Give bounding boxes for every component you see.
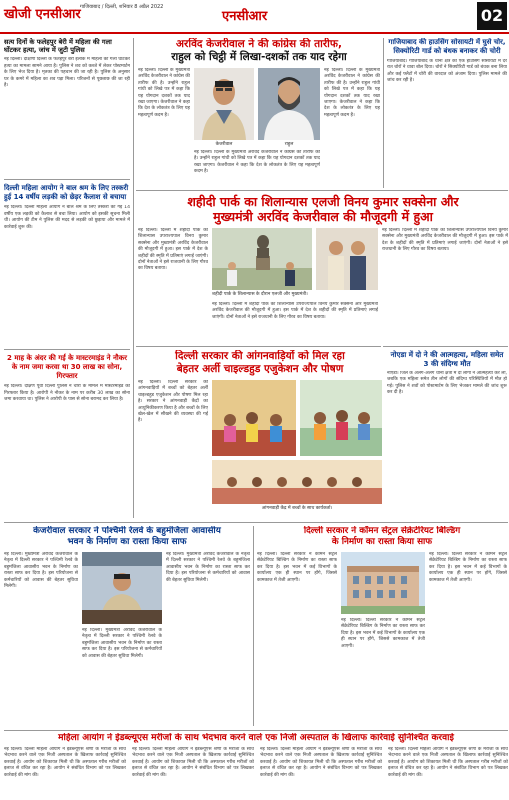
left-story-3-headline: 2 माह के अंदर की गई के मास्टरमाइंड ने नौकर के नाम जमा करवा था 30 लाख का सोना, गिरफ्तार <box>7 354 127 381</box>
railway-headline-1: केजरीवाल सरकार ने पश्चिमी रेलवे के बहुमंजिला आवासीय <box>33 526 221 536</box>
anganwadi-class-image <box>300 380 382 456</box>
railway-story <box>4 526 250 728</box>
rahul-portrait-image <box>258 68 320 140</box>
statue-ceremony-image <box>212 228 312 290</box>
secretariat-headline-1: दिल्ली सरकार ने कॉमन सेंट्रल सेक्रेटेरियट बिल्डिंग <box>303 526 461 536</box>
ews-body-4: नई दिल्ली। दिल्ली महिला आयोग ने ईडब्ल्यूएस श्रेणी के मरीजों के साथ भेदभाव करने वाले एक निजी अस्पताल के खिलाफ कार्रवाई सुनिश्चित करवाई है। आयोग को शिकायत मिली थी कि अस्पताल गरीब मरीजों को इलाज से वंचित कर रहा है। आयोग ने संबंधित विभाग को पत्र लिखकर कार्रवाई की मांग की। <box>388 747 508 778</box>
ews-headline: महिला आयोग ने ईडब्ल्यूएस मरीजों के साथ भेदभाव करने वाले एक निजी अस्पताल के खिलाफ कार्रवाई सुनिश्चित करवाई <box>58 733 454 743</box>
shaheedi-photo-statue <box>212 228 312 290</box>
noida-story <box>387 350 507 518</box>
column-divider <box>253 526 254 726</box>
shaheedi-photo-caption: शहीदी पार्क के शिलान्यास के दौरान एलजी और मुख्यमंत्री। <box>212 292 308 297</box>
left-story-2-headline: दिल्ली महिला आयोग ने बाल श्रम के लिए तस्करी हुई 14 वर्षीय लड़की को छेड़र कैलाश से बचाया <box>4 184 129 202</box>
shaheedi-photo-leaders <box>316 228 378 290</box>
secretariat-photo <box>341 552 425 614</box>
ews-hospital-story <box>4 733 508 799</box>
kejriwal-portrait-image <box>194 68 254 140</box>
railway-body-3: नई दिल्ली। मुख्यमंत्री अरविंद केजरीवाल के नेतृत्व में दिल्ली सरकार ने पश्चिमी रेलवे के बहुमंजिला आवासीय भवन के निर्माण का रास्ता साफ कर दिया है। इस परियोजना से कर्मचारियों को आवास की बेहतर सुविधा मिलेगी। <box>82 628 162 659</box>
ews-body-3: नई दिल्ली। दिल्ली महिला आयोग ने ईडब्ल्यूएस श्रेणी के मरीजों के साथ भेदभाव करने वाले एक निजी अस्पताल के खिलाफ कार्रवाई सुनिश्चित करवाई है। आयोग को शिकायत मिली थी कि अस्पताल गरीब मरीजों को इलाज से वंचित कर रहा है। आयोग ने संबंधित विभाग को पत्र लिखकर कार्रवाई की मांग की। <box>260 747 382 778</box>
railway-body-1: नई दिल्ली। मुख्यमंत्री अरविंद केजरीवाल के नेतृत्व में दिल्ली सरकार ने पश्चिमी रेलवे के बहुमंजिला आवासीय भवन के निर्माण का रास्ता साफ कर दिया है। इस परियोजना से कर्मचारियों को आवास की बेहतर सुविधा मिलेगी। <box>4 552 78 590</box>
anganwadi-caption: आंगनवाड़ी केंद्र में बच्चों के साथ कार्यकर्ता। <box>261 506 333 511</box>
anganwadi-children-image <box>212 380 296 456</box>
kejriwal-body-left: नई दिल्ली। दिल्ली के मुख्यमंत्री अरविंद केजरीवाल ने कांग्रेस की तारीफ की है। उन्होंने राहुल गांधी को लिखे पत्र में कहा कि यह योगदान दशकों तक याद रखा जाएगा। केजरीवाल ने कहा कि देश के लोकतंत्र के लिए यह महत्वपूर्ण कदम है। <box>138 68 190 118</box>
shaheedi-body-1: नई दिल्ली। दिल्ली में शहीदी पार्क का शिलान्यास उपराज्यपाल विनय कुमार सक्सेना और मुख्यमंत्री अरविंद केजरीवाल की मौजूदगी में हुआ। इस पार्क में देश के शहीदों की स्मृति में प्रतिमाएं लगाई जाएंगी। दोनों नेताओं ने इसे राजधानी के लिए गौरव का विषय बताया। <box>138 228 208 272</box>
brand-logo: खोजी एनसीआर <box>4 7 81 22</box>
ews-body-1: नई दिल्ली। दिल्ली महिला आयोग ने ईडब्ल्यूएस श्रेणी के मरीजों के साथ भेदभाव करने वाले एक निजी अस्पताल के खिलाफ कार्रवाई सुनिश्चित करवाई है। आयोग को शिकायत मिली थी कि अस्पताल गरीब मरीजों को इलाज से वंचित कर रहा है। आयोग ने संबंधित विभाग को पत्र लिखकर कार्रवाई की मांग की। <box>4 747 126 778</box>
kejriwal-congress-story <box>138 38 380 188</box>
divider <box>4 349 130 350</box>
kejriwal-photo <box>194 68 254 140</box>
left-story-1 <box>4 38 130 175</box>
kejriwal-office-image <box>82 552 162 624</box>
anganwadi-story <box>138 350 382 520</box>
left-story-3-body: नई दिल्ली। दक्षिण पूर्वी दिल्ली पुलिस ने चोरी के मामले में मास्टरमाइंड को गिरफ्तार किया है। आरोपी ने नौकर के नाम पर करीब 30 लाख का सोना जमा करवाया था। पुलिस ने आरोपी के पास से सोना बरामद कर लिया है। <box>4 384 130 403</box>
divider <box>4 522 508 523</box>
anganwadi-body-1: नई दिल्ली। दिल्ली सरकार की आंगनवाड़ियों में बच्चों को बेहतर अर्ली चाइल्डहुड एजुकेशन और पोषण मिल रहा है। सरकार ने आंगनवाड़ी केंद्रों का आधुनिकीकरण किया है और बच्चों के लिए खेल-खेल में सीखने की व्यवस्था की गई है। <box>138 380 208 424</box>
left-story-1-headline: सत्य दिनों के फलेहपुर बेरी में महिला की गला घोंटकर हत्या, जांच में जुटी पुलिस <box>4 38 112 55</box>
shaheedi-headline-2: मुख्यमंत्री अरविंद केजरीवाल की मौजूदगी में हुआ <box>213 209 433 224</box>
noida-body: नोएडा। जिले के अलग-अलग थाना क्षेत्रों में दो लोगों ने आत्महत्या कर ली, जबकि एक महिला समेत तीन लोगों की संदिग्ध परिस्थितियों में मौत हो गई। पुलिस ने शवों को पोस्टमार्टम के लिए भेजकर मामले की जांच शुरू कर दी है। <box>387 371 507 396</box>
section-title: एनसीआर <box>222 9 268 24</box>
railway-body-2: नई दिल्ली। मुख्यमंत्री अरविंद केजरीवाल के नेतृत्व में दिल्ली सरकार ने पश्चिमी रेलवे के बहुमंजिला आवासीय भवन के निर्माण का रास्ता साफ कर दिया है। इस परियोजना से कर्मचारियों को आवास की बेहतर सुविधा मिलेगी। <box>166 552 250 583</box>
kejriwal-caption: केजरीवाल <box>215 142 233 147</box>
left-story-2-body: नई दिल्ली। दिल्ली महिला आयोग ने बाल श्रम के लिए तस्करी की गई 14 वर्षीय एक लड़की को कैलाश से बचा लिया। आयोग को इसकी सूचना मिली थी। आयोग की टीम ने पुलिस की मदद से लड़की को छुड़ाया और मामले में कार्रवाई शुरू की। <box>4 205 130 230</box>
railway-headline-2: भवन के निर्माण का रास्ता किया साफ <box>67 537 187 547</box>
secretariat-body-3: नई दिल्ली। दिल्ली सरकार ने कॉमन सेंट्रल सेक्रेटेरियट बिल्डिंग के निर्माण का रास्ता साफ कर दिया है। इस भवन में कई विभागों के कार्यालय एक ही स्थान पर होंगे, जिससे कामकाज में तेजी आएगी। <box>341 618 425 649</box>
ews-body-2: नई दिल्ली। दिल्ली महिला आयोग ने ईडब्ल्यूएस श्रेणी के मरीजों के साथ भेदभाव करने वाले एक निजी अस्पताल के खिलाफ कार्रवाई सुनिश्चित करवाई है। आयोग को शिकायत मिली थी कि अस्पताल गरीब मरीजों को इलाज से वंचित कर रहा है। आयोग ने संबंधित विभाग को पत्र लिखकर कार्रवाई की मांग की। <box>132 747 254 778</box>
left-story-3 <box>4 354 130 494</box>
kejriwal-body-right: नई दिल्ली। दिल्ली के मुख्यमंत्री अरविंद केजरीवाल ने कांग्रेस की तारीफ की है। उन्होंने राहुल गांधी को लिखे पत्र में कहा कि यह योगदान दशकों तक याद रखा जाएगा। केजरीवाल ने कहा कि देश के लोकतंत्र के लिए यह महत्वपूर्ण कदम है। <box>324 68 380 118</box>
left-column <box>4 38 130 520</box>
anganwadi-photo-2 <box>300 380 382 456</box>
column-divider <box>133 38 134 518</box>
secretariat-headline-2: के निर्माण का रास्ता किया साफ <box>331 537 433 547</box>
kejriwal-headline-1: अरविंद केजरीवाल ने की कांग्रेस की तारीफ, <box>176 38 342 50</box>
leaders-image <box>316 228 378 290</box>
secretariat-story <box>257 526 507 728</box>
masthead <box>0 0 509 34</box>
anganwadi-photo-3 <box>212 460 382 504</box>
divider <box>383 346 508 347</box>
anganwadi-headline-2: बेहतर अर्ली चाइल्डहुड एजुकेशन और पोषण <box>176 363 344 375</box>
shaheedi-park-story <box>138 194 508 344</box>
divider <box>4 179 130 180</box>
shaheedi-body-3: नई दिल्ली। दिल्ली में शहीदी पार्क का शिलान्यास उपराज्यपाल विनय कुमार सक्सेना और मुख्यमंत्री अरविंद केजरीवाल की मौजूदगी में हुआ। इस पार्क में देश के शहीदों की स्मृति में प्रतिमाएं लगाई जाएंगी। दोनों नेताओं ने इसे राजधानी के लिए गौरव का विषय बताया। <box>212 302 378 320</box>
kejriwal-headline-2: राहुल को चिट्ठी में लिखा-दशकों तक याद रहेगा <box>171 51 347 63</box>
date-line: गाजियाबाद / दिल्ली, शनिवार 8 अप्रैल 2022 <box>80 4 164 10</box>
left-story-1-body: नई दिल्ली। दक्षिणी दिल्ली के फतेहपुर बेरी इलाके में महिला की गला घोंटकर हत्या का मामला सामने आया है। पुलिस ने शव को कब्जे में लेकर पोस्टमार्टम के लिए भेज दिया है। मृतका की पहचान की जा रही है। पुलिस के अनुसार घर के कमरे में महिला का शव पड़ा मिला। परिजनों से पूछताछ की जा रही है। <box>4 57 130 89</box>
ews-columns <box>4 747 508 797</box>
page-number: 02 <box>477 2 507 30</box>
left-story-2 <box>4 184 130 345</box>
secretariat-building-image <box>341 552 425 614</box>
ghaziabad-theft-story <box>387 38 507 188</box>
anganwadi-photo-1 <box>212 380 296 456</box>
rahul-photo <box>258 68 320 140</box>
ghaziabad-body: गाजियाबाद। गाजियाबाद के थाना क्षेत्र की एक हाउसिंग सोसायटी में देर रात चोरों ने धावा बोल दिया। चोरों ने सिक्योरिटी गार्ड को बंधक बना लिया और कई फ्लैटों में चोरी की वारदात को अंजाम दिया। पुलिस मामले की जांच कर रही है। <box>387 59 507 84</box>
noida-headline: नोएडा में दो ने की आत्महत्या, महिला समेत 3 की संदिग्ध मौत <box>390 350 504 368</box>
railway-photo <box>82 552 162 624</box>
divider <box>136 346 381 347</box>
divider <box>136 190 508 191</box>
ghaziabad-headline: गाजियाबाद की हाउसिंग सोसायटी में घुसे चोर, सिक्योरिटी गार्ड को बंधक बनाकर की चोरी <box>388 38 506 55</box>
divider <box>4 730 508 731</box>
secretariat-body-1: नई दिल्ली। दिल्ली सरकार ने कॉमन सेंट्रल सेक्रेटेरियट बिल्डिंग के निर्माण का रास्ता साफ कर दिया है। इस भवन में कई विभागों के कार्यालय एक ही स्थान पर होंगे, जिससे कामकाज में तेजी आएगी। <box>257 552 337 583</box>
shaheedi-headline-1: शहीदी पार्क का शिलान्यास एलजी विनय कुमार सक्सेना और <box>187 194 459 209</box>
anganwadi-group-image <box>212 460 382 504</box>
anganwadi-headline-1: दिल्ली सरकार की आंगनवाड़ियों को मिल रहा <box>175 350 345 362</box>
kejriwal-body-bottom: नई दिल्ली। दिल्ली के मुख्यमंत्री अरविंद केजरीवाल ने कांग्रेस की तारीफ की है। उन्होंने राहुल गांधी को लिखे पत्र में कहा कि यह योगदान दशकों तक याद रखा जाएगा। केजरीवाल ने कहा कि देश के लोकतंत्र के लिए यह महत्वपूर्ण कदम है। <box>194 150 320 175</box>
secretariat-body-2: नई दिल्ली। दिल्ली सरकार ने कॉमन सेंट्रल सेक्रेटेरियट बिल्डिंग के निर्माण का रास्ता साफ कर दिया है। इस भवन में कई विभागों के कार्यालय एक ही स्थान पर होंगे, जिससे कामकाज में तेजी आएगी। <box>429 552 507 583</box>
shaheedi-body-2: नई दिल्ली। दिल्ली में शहीदी पार्क का शिलान्यास उपराज्यपाल विनय कुमार सक्सेना और मुख्यमंत्री अरविंद केजरीवाल की मौजूदगी में हुआ। इस पार्क में देश के शहीदों की स्मृति में प्रतिमाएं लगाई जाएंगी। दोनों नेताओं ने इसे राजधानी के लिए गौरव का विषय बताया। <box>382 228 508 253</box>
column-divider <box>383 38 384 188</box>
rahul-caption: राहुल <box>284 142 294 147</box>
